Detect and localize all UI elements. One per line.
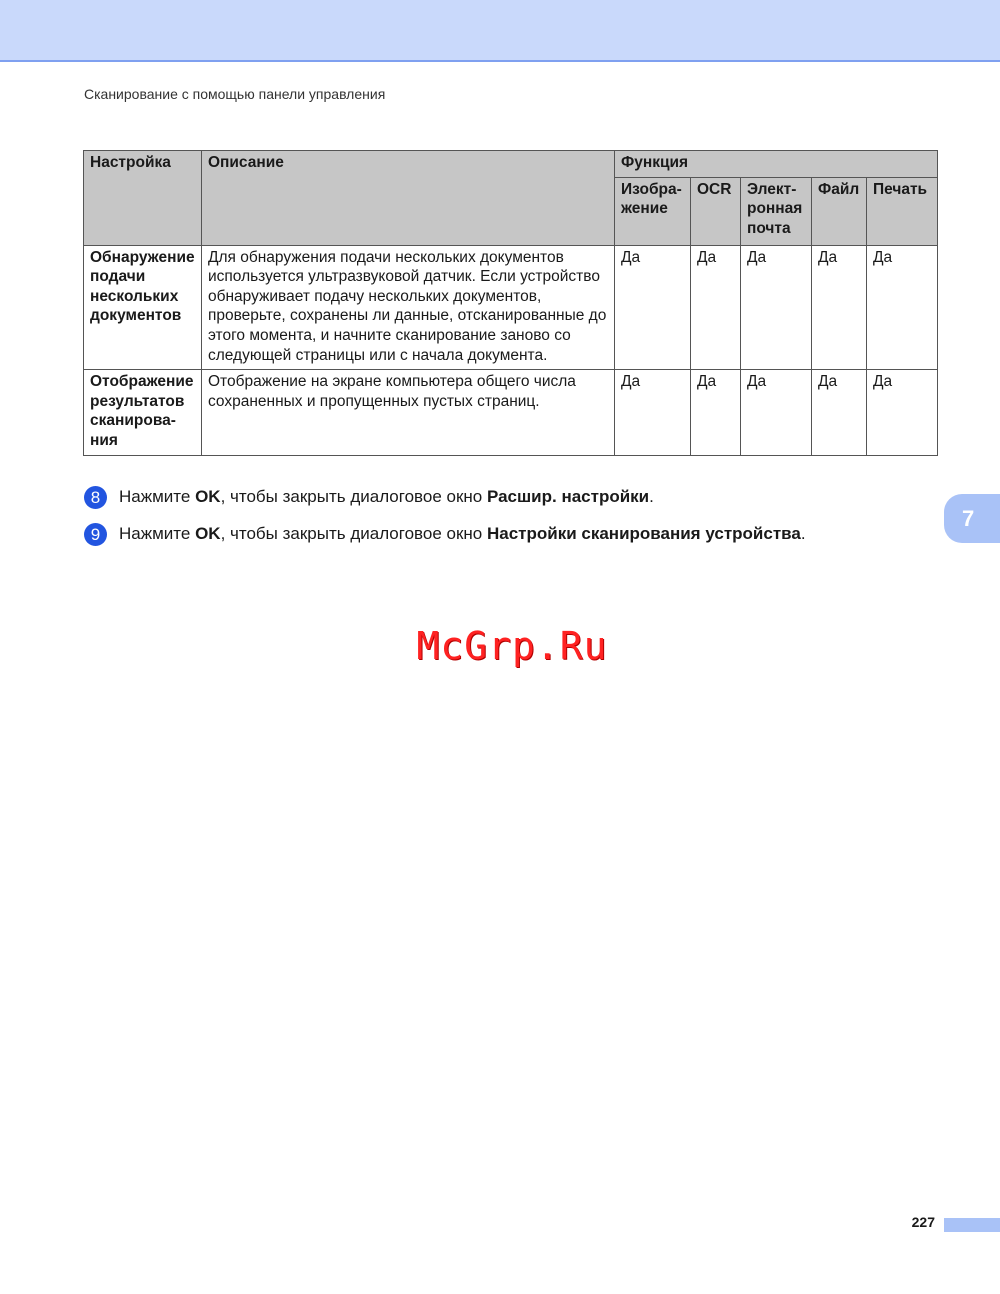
value-cell-print: Да [866,370,937,455]
value-cell-ocr: Да [691,370,741,455]
description-cell: Для обнаружения подачи нескольких документов используется ультразвуковой датчик. Если устройство обнаруживает подачу нескольких документов, проверьте, сохранены ли данные, отсканированные до этого момента, и начните сканирование заново со следующей страницы или с начала документа. [201,245,614,370]
chapter-tab: 7 [944,494,1000,543]
watermark: McGrp.Ru [416,624,608,668]
value-cell-ocr: Да [691,245,741,370]
step-text: Нажмите OK, чтобы закрыть диалоговое окно Расшир. настройки. [119,487,654,506]
page-number: 227 [911,1214,935,1230]
setting-cell: Обнаружение подачи нескольких документов [84,245,202,370]
value-cell-image: Да [615,245,691,370]
value-cell-file: Да [811,370,866,455]
header-function-file: Файл [811,177,866,245]
value-cell-image: Да [615,370,691,455]
table-row [84,370,938,455]
step-number-badge: 8 [84,486,107,509]
step-number-badge: 9 [84,523,107,546]
top-header-band [0,0,1000,62]
step-text: Нажмите OK, чтобы закрыть диалоговое окно Настройки сканирования устройства. [119,524,806,543]
header-function-ocr: OCR [691,177,741,245]
setting-cell: Отображение результатов сканирова-ния [84,370,202,455]
page-number-bar [944,1218,1000,1232]
header-function-email: Элект-ронная почта [740,177,811,245]
settings-table [83,150,938,456]
table-header-row [84,151,938,178]
step-9 [84,523,806,546]
description-cell: Отображение на экране компьютера общего числа сохраненных и пропущенных пустых страниц. [201,370,614,455]
value-cell-print: Да [866,245,937,370]
table-row [84,245,938,370]
header-function-image: Изобра-жение [615,177,691,245]
header-setting: Настройка [84,151,202,246]
value-cell-email: Да [740,245,811,370]
header-function: Функция [615,151,938,178]
header-function-print: Печать [866,177,937,245]
running-header: Сканирование с помощью панели управления [84,86,386,102]
value-cell-file: Да [811,245,866,370]
value-cell-email: Да [740,370,811,455]
header-description: Описание [201,151,614,246]
step-8 [84,486,654,509]
